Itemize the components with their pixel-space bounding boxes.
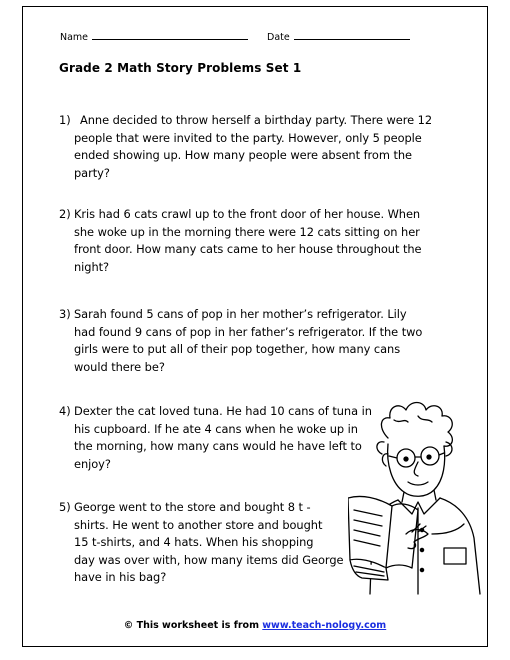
problem-line: 15 t-shirts, and 4 hats. When his shopping (74, 535, 314, 549)
footer-link[interactable]: www.teach-nology.com (262, 620, 387, 631)
teacher-illustration (348, 398, 500, 598)
problem-line: girls were to put all of their pop together, how many cans (74, 342, 401, 356)
problem-line: his cupboard. If he ate 4 cans when he woke up in (74, 421, 358, 436)
name-label: Name (60, 32, 89, 43)
name-field[interactable] (60, 30, 248, 43)
problem-number: 5) (59, 500, 71, 514)
problem-line: front door. How many cats came to her house throughout the (74, 242, 422, 256)
problem-3 (59, 306, 422, 376)
footer-credit (0, 620, 510, 631)
problem-number: 3) (59, 307, 71, 321)
problem-line: George went to the store and bought 8 t - (74, 500, 311, 514)
name-line[interactable] (92, 30, 248, 40)
problem-1 (59, 112, 432, 182)
problem-number: 1) (59, 113, 71, 127)
problem-line: night? (74, 259, 110, 274)
problem-2 (59, 206, 422, 276)
problem-number: 4) (59, 404, 71, 418)
problem-line: ended showing up. How many people were absent from the (74, 148, 413, 162)
date-label: Date (267, 32, 290, 43)
problem-line: would there be? (74, 359, 165, 374)
date-field[interactable] (267, 30, 410, 43)
problem-5 (59, 499, 344, 587)
problem-line: Kris had 6 cats crawl up to the front door of her house. When (74, 207, 421, 221)
problem-line: enjoy? (74, 456, 111, 471)
footer-text: © This worksheet is from (123, 620, 263, 631)
problem-line: the morning, how many cans would he have left to (74, 439, 362, 453)
problem-line: shirts. He went to another store and bought (74, 517, 323, 532)
problem-line: Dexter the cat loved tuna. He had 10 cans of tuna in (74, 404, 372, 418)
problem-line: party? (74, 165, 110, 180)
problem-line: day was over with, how many items did George (74, 552, 344, 567)
problem-line: she woke up in the morning there were 12 cats sitting on her (74, 224, 420, 239)
date-line[interactable] (294, 30, 410, 40)
problem-line: Anne decided to throw herself a birthday party. There were 12 (80, 113, 433, 127)
worksheet-title: Grade 2 Math Story Problems Set 1 (59, 61, 302, 75)
problem-number: 2) (59, 207, 71, 221)
problem-line: had found 9 cans of pop in her father’s refrigerator. If the two (74, 324, 423, 339)
problem-4 (59, 403, 372, 473)
problem-line: Sarah found 5 cans of pop in her mother’s refrigerator. Lily (74, 307, 407, 321)
problem-line: people that were invited to the party. However, only 5 people (74, 130, 422, 145)
problem-line: have in his bag? (74, 570, 167, 584)
